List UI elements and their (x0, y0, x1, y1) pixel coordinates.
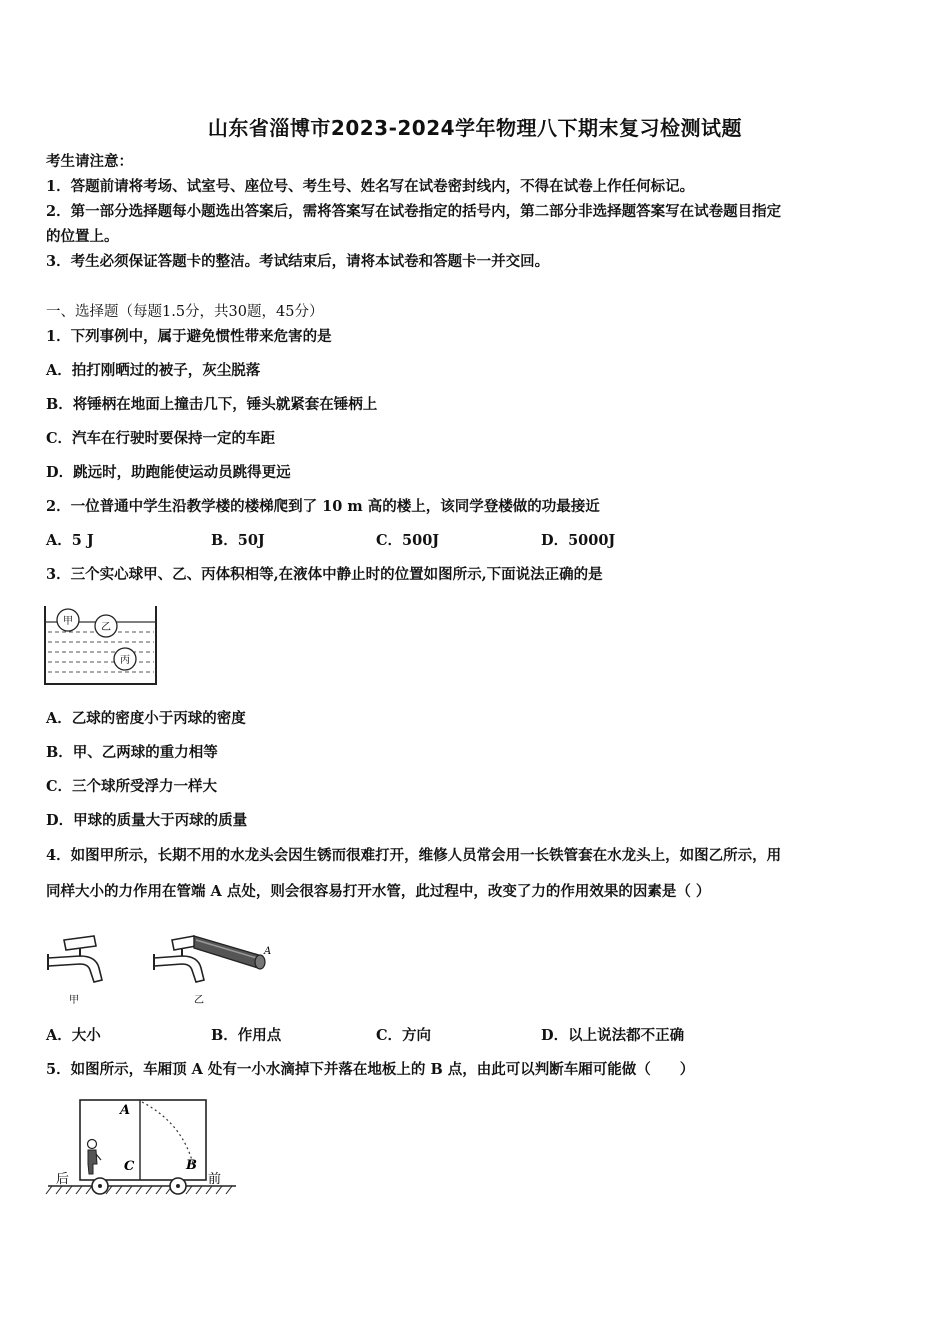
point-label: A (264, 946, 272, 957)
question-stem: 1．下列事例中，属于避免惯性带来危害的是 (46, 328, 332, 345)
option: D．跳远时，助跑能使运动员跳得更远 (46, 464, 291, 481)
faucet-figure (44, 928, 274, 1008)
notice-heading: 考生请注意： (46, 153, 133, 170)
option: B．甲、乙两球的重力相等 (46, 744, 218, 761)
question-stem: 同样大小的力作用在管端 A 点处，则会很容易打开水管，此过程中，改变了力的作用效果的因素是（ ） (46, 883, 711, 900)
option: A．大小 (46, 1027, 101, 1044)
faucet-jia (48, 936, 102, 982)
point-label: B (186, 1158, 197, 1173)
page-title: 山东省淄博市2023-2024学年物理八下期末复习检测试题 (207, 116, 743, 140)
option: B．作用点 (211, 1027, 282, 1044)
notice-item: 1．答题前请将考场、试室号、座位号、考生号、姓名写在试卷密封线内，不得在试卷上作任何标记。 (46, 178, 695, 195)
figure-label: 乙 (194, 995, 204, 1006)
question-stem: 3．三个实心球甲、乙、丙体积相等,在液体中静止时的位置如图所示,下面说法正确的是 (46, 566, 603, 583)
carriage-figure (44, 1094, 244, 1204)
option: B．将锤柄在地面上撞击几下，锤头就紧套在锤柄上 (46, 396, 378, 413)
question-stem: 2．一位普通中学生沿教学楼的楼梯爬到了 10 m 高的楼上，该同学登楼做的功最接近 (46, 498, 600, 515)
notice-item: 2．第一部分选择题每小题选出答案后，需将答案写在试卷指定的括号内，第二部分非选择题答案写在试卷题目指定 (46, 203, 782, 220)
figure-label: 甲 (69, 995, 79, 1006)
question-stem: 5．如图所示，车厢顶 A 处有一小水滴掉下并落在地板上的 B 点，由此可以判断车厢可能做（ ） (46, 1061, 695, 1078)
question-stem: 4．如图甲所示，长期不用的水龙头会因生锈而很难打开，维修人员常会用一长铁管套在水龙头上，如图乙所示，用 (46, 847, 782, 864)
person-figure (88, 1140, 102, 1175)
point-label: C (124, 1159, 135, 1174)
option: D．甲球的质量大于丙球的质量 (46, 812, 248, 829)
ball-label: 乙 (101, 622, 111, 633)
option: C．方向 (376, 1027, 432, 1044)
option: C．三个球所受浮力一样大 (46, 778, 218, 795)
faucet-yi-with-pipe (154, 936, 265, 982)
ball-label: 甲 (63, 616, 73, 627)
option: C．500J (376, 532, 440, 549)
point-label: A (120, 1103, 131, 1118)
option: B．50J (211, 532, 265, 549)
ball-label: 丙 (120, 655, 130, 666)
notice-item: 3．考生必须保证答题卡的整洁。考试结束后，请将本试卷和答题卡一并交回。 (46, 253, 550, 270)
option: D．以上说法都不正确 (541, 1027, 685, 1044)
liquid-container-figure (44, 604, 159, 686)
direction-label: 前 (208, 1172, 222, 1187)
direction-label: 后 (56, 1172, 70, 1187)
section-heading: 一、选择题（每题1.5分，共30题，45分） (46, 304, 324, 320)
option: A．拍打刚晒过的被子，灰尘脱落 (46, 362, 261, 379)
option: A．乙球的密度小于丙球的密度 (46, 710, 246, 727)
option: C．汽车在行驶时要保持一定的车距 (46, 430, 276, 447)
notice-item: 的位置上。 (46, 228, 119, 245)
option: D．5000J (541, 532, 616, 549)
option: A．5 J (46, 532, 94, 549)
